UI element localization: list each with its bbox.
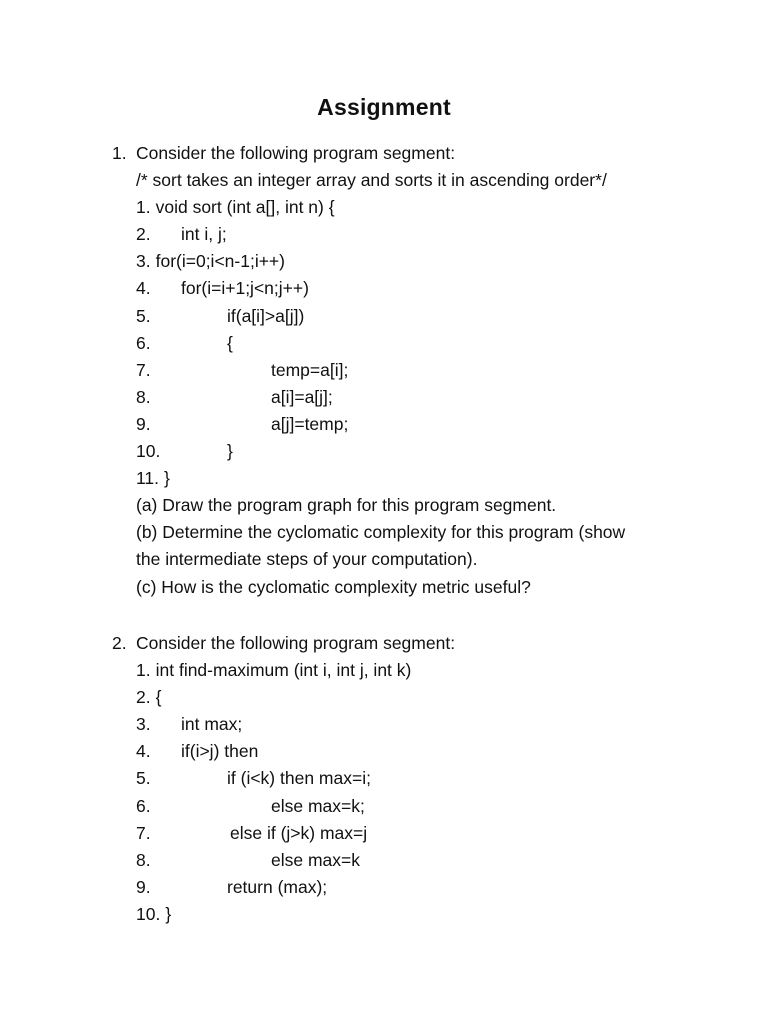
question-intro: Consider the following program segment: — [136, 143, 456, 163]
code-line-text: 11. — [136, 468, 160, 489]
code-line-content: int max; — [181, 714, 243, 735]
code-line-content: return (max); — [227, 876, 328, 897]
code-line-content: } — [165, 903, 172, 924]
code-line — [136, 765, 716, 792]
question-body — [136, 140, 716, 601]
code-line-content: void sort (int a[], int n) { — [155, 197, 335, 218]
code-line-content: } — [227, 441, 233, 462]
question-part: (c) How is the cyclomatic complexity metric useful? — [136, 576, 531, 597]
question-number: 1. — [112, 143, 127, 163]
code-line-number: 3. — [136, 714, 151, 735]
code-line-text: 3. — [136, 251, 151, 272]
code-line-number: 10. — [136, 441, 161, 462]
code-line — [136, 793, 716, 820]
code-line-number: 6. — [136, 795, 151, 816]
code-line-number: 6. — [136, 332, 151, 353]
question-number: 2. — [112, 633, 127, 653]
code-line — [136, 438, 716, 465]
code-line-text: 2. — [136, 687, 151, 708]
code-line — [136, 194, 716, 221]
code-line-number: 2. — [136, 224, 151, 245]
code-line — [136, 738, 716, 765]
code-line-number: 7. — [136, 822, 151, 843]
code-line-content: { — [227, 332, 233, 353]
question-intro: Consider the following program segment: — [136, 633, 456, 653]
code-line — [136, 847, 716, 874]
code-line-content: a[j]=temp; — [271, 413, 349, 434]
code-line-number: 9. — [136, 413, 151, 434]
code-line-content: temp=a[i]; — [271, 359, 349, 380]
code-line — [136, 330, 716, 357]
code-line — [136, 657, 716, 684]
code-line — [136, 221, 716, 248]
code-line — [136, 820, 716, 847]
code-line-number: 5. — [136, 305, 151, 326]
code-line-number: 7. — [136, 359, 151, 380]
code-line-number: 9. — [136, 876, 151, 897]
question-part: the intermediate steps of your computation). — [136, 549, 478, 570]
code-line-number: 4. — [136, 278, 151, 299]
page-title: Assignment — [317, 94, 451, 120]
code-line — [136, 248, 716, 275]
code-line — [136, 465, 716, 492]
question-part: (b) Determine the cyclomatic complexity for this program (show — [136, 522, 626, 543]
question-part: (a) Draw the program graph for this program segment. — [136, 495, 557, 516]
code-line-text: 1. — [136, 197, 151, 218]
code-line — [136, 684, 716, 711]
code-line-content: if(i>j) then — [181, 741, 259, 762]
code-line-content: for(i=i+1;j<n;j++) — [181, 278, 309, 299]
code-line-text: 1. — [136, 660, 151, 681]
code-line-content: a[i]=a[j]; — [271, 386, 333, 407]
code-line — [136, 874, 716, 901]
code-line-content: for(i=0;i<n-1;i++) — [155, 251, 285, 272]
code-line-content: else max=k — [271, 849, 360, 870]
code-line-content: if (i<k) then max=i; — [227, 768, 371, 789]
code-line-number: 8. — [136, 386, 151, 407]
question-body — [136, 630, 716, 928]
code-line — [136, 384, 716, 411]
code-block — [136, 194, 716, 492]
code-line — [136, 711, 716, 738]
code-line-content: if(a[i]>a[j]) — [227, 305, 305, 326]
code-line — [136, 303, 716, 330]
code-line-content: int find-maximum (int i, int j, int k) — [155, 660, 412, 681]
code-block — [136, 657, 716, 928]
code-line — [136, 901, 716, 928]
code-line-content: else max=k; — [271, 795, 365, 816]
code-comment: /* sort takes an integer array and sorts it in ascending order*/ — [136, 170, 607, 191]
code-line-content: int i, j; — [181, 224, 227, 245]
code-line-number: 5. — [136, 768, 151, 789]
code-line-text: 10. — [136, 903, 161, 924]
code-line-number: 8. — [136, 849, 151, 870]
code-line-content: { — [155, 687, 162, 708]
code-line — [136, 411, 716, 438]
code-line — [136, 275, 716, 302]
code-line-content: else if (j>k) max=j — [230, 822, 368, 843]
code-line — [136, 357, 716, 384]
code-line-number: 4. — [136, 741, 151, 762]
code-line-content: } — [164, 468, 170, 489]
